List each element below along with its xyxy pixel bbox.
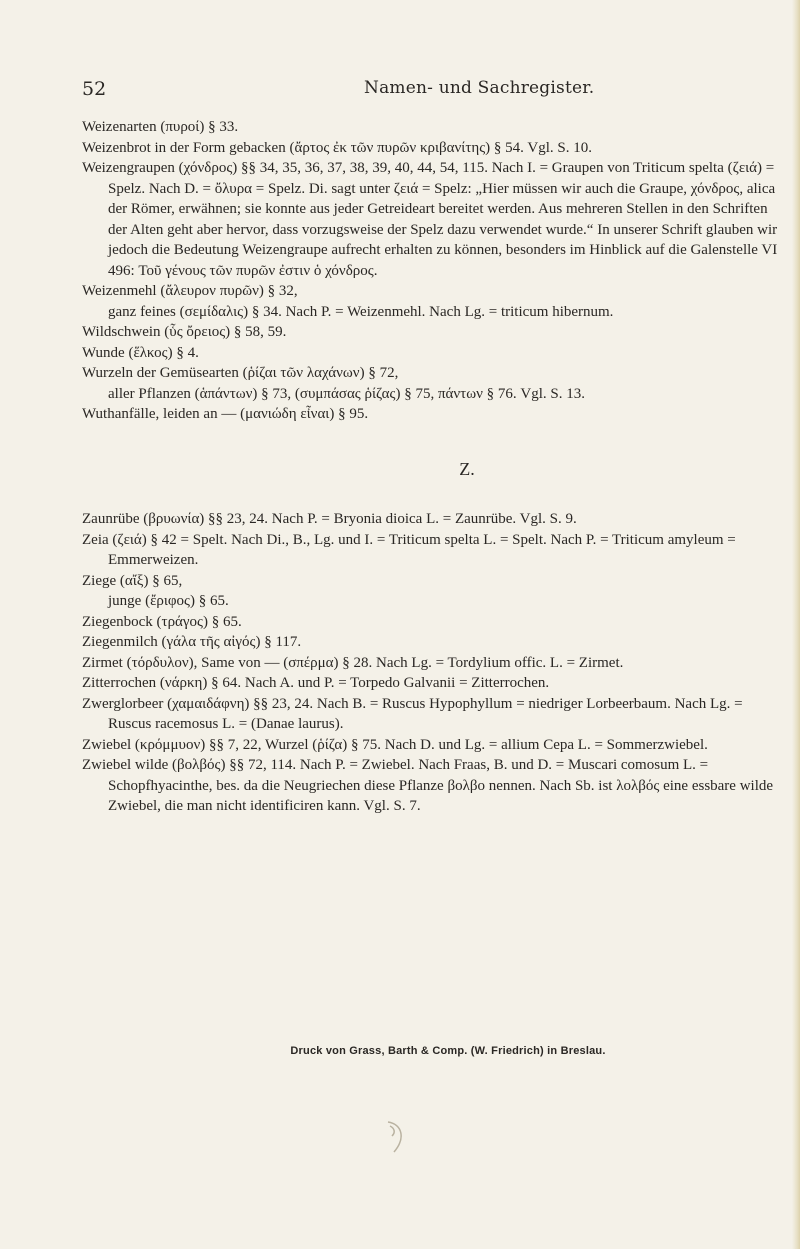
register-subentry: junge (ἔριφος) § 65. [108,593,229,609]
register-entry: Wurzeln der Gemüsearten (ῥίζαι τῶν λαχάνων) § 72, [82,365,399,381]
register-entry: Zwiebel wilde (βολβός) §§ 72, 114. Nach P. = Zwiebel. Nach Fraas, B. und D. = Muscari comosum L. = Schopfhyacinthe, bes. da die Neugriechen diese Pflanze βολβο nennen. Nach Sb. ist λολβός eine essbare wilde Zwiebel, die man nicht identificiren kann. Vgl. S. 7. [82,757,774,814]
register-entry: Wildschwein (ὗς ὄρειος) § 58, 59. [82,324,287,340]
register-entry: Wuthanfälle, leiden an — (μανιώδη εἶναι) § 95. [82,406,369,422]
register-subentry: ganz feines (σεμίδαλις) § 34. Nach P. = Weizenmehl. Nach Lg. = triticum hibernum. [108,303,614,320]
library-stamp-mark [380,1118,410,1160]
section-letter-heading: Z. [459,458,475,479]
register-entry: Ziegenmilch (γάλα τῆς αἰγός) § 117. [82,634,302,650]
register-entry: Weizenmehl (ἄλευρον πυρῶν) § 32, [82,283,298,299]
register-entry: Weizenbrot in der Form gebacken (ἄρτος ἐκ τῶν πυρῶν κριβανίτης) § 54. Vgl. S. 10. [82,139,592,156]
page-header [82,78,750,104]
page-number: 52 [82,78,107,100]
register-entry: Ziegenbock (τράγος) § 65. [82,613,242,630]
register-entry: Weizenarten (πυροί) § 33. [82,119,239,135]
page-edge [792,0,800,1249]
register-entries [82,117,782,817]
register-entry: Zwerglorbeer (χαμαιδάφνη) §§ 23, 24. Nach B. = Ruscus Hypophyllum = niedriger Lorbeerbaum. Nach Lg. = Ruscus racemosus L. = (Danae laurus). [82,695,743,732]
register-entry: Zirmet (τόρδυλον), Same von — (σπέρμα) § 28. Nach Lg. = Tordylium offic. L. = Zirmet. [82,654,624,671]
register-entry: Zeia (ζειά) § 42 = Spelt. Nach Di., B., Lg. und I. = Triticum spelta L. = Spelt. Nach P. = Triticum amyleum = Emmerweizen. [82,531,736,568]
register-entry: Zitterrochen (νάρκη) § 64. Nach A. und P. = Torpedo Galvanii = Zitterrochen. [82,675,550,691]
register-subentry: aller Pflanzen (ἁπάντων) § 73, (συμπάσας ῥίζας) § 75, πάντων § 76. Vgl. S. 13. [108,385,585,402]
register-entry: Zaunrübe (βρυωνία) §§ 23, 24. Nach P. = Bryonia dioica L. = Zaunrübe. Vgl. S. 9. [82,511,577,527]
printer-imprint: Druck von Grass, Barth & Comp. (W. Friedrich) in Breslau. [290,1045,606,1057]
register-entry: Weizengraupen (χόνδρος) §§ 34, 35, 36, 37, 38, 39, 40, 44, 54, 115. Nach I. = Graupen von Triticum spelta (ζειά) = Spelz. Nach D. = ὄλυρα = Spelz. Di. sagt unter ζειά = Spelz: „Hier müssen wir auch die Graupe, χόνδρος, alica der Römer, erwähnen; sie konnte aus jeder Getreideart bereitet werden. Aus mehreren Stellen in den Schriften der Alten geht aber hervor, dass vorzugsweise der Spelz dazu verwendet wurde.“ In unserer Schrift glauben wir jedoch die Bedeutung Weizengraupe aufrecht erhalten zu können, besonders im Hinblick auf die Galenstelle VI 496: Τοῦ γένους τῶν πυρῶν ἐστιν ὁ χόνδρος. [82,160,778,279]
register-entry: Zwiebel (κρόμμυον) §§ 7, 22, Wurzel (ῥίζα) § 75. Nach D. und Lg. = allium Cepa L. = Sommerzwiebel. [82,736,708,753]
register-entry: Ziege (αἴξ) § 65, [82,572,183,589]
register-entry: Wunde (ἕλκος) § 4. [82,344,199,361]
running-head: Namen- und Sachregister. [364,78,595,98]
